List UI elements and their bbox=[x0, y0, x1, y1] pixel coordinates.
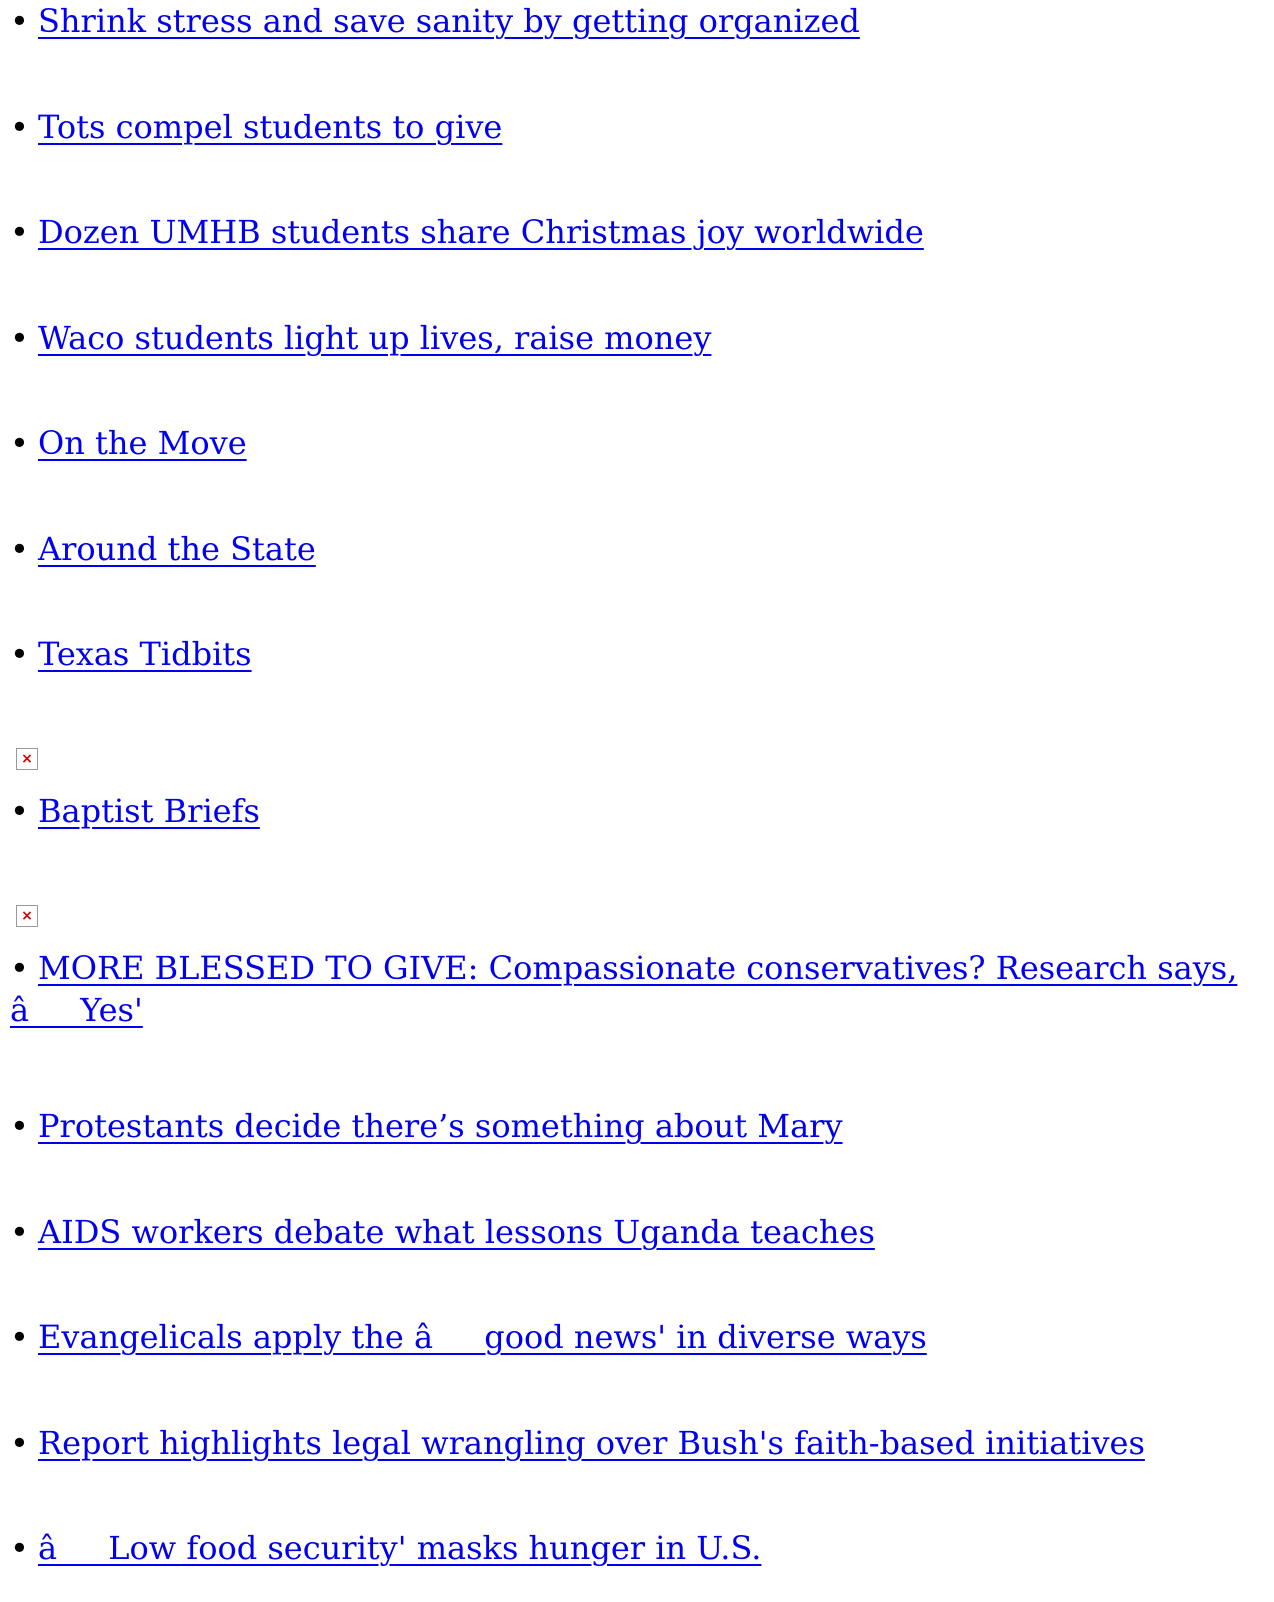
broken-image-glyph: × bbox=[21, 751, 33, 767]
broken-image-icon bbox=[16, 905, 38, 927]
list-item bbox=[10, 0, 1264, 42]
list-item bbox=[10, 106, 1264, 148]
bullet: • bbox=[10, 949, 29, 987]
list-item bbox=[10, 317, 1264, 359]
bullet: • bbox=[10, 635, 29, 673]
bullet: • bbox=[10, 319, 29, 357]
article-link[interactable]: Dozen UMHB students share Christmas joy worldwide bbox=[38, 213, 924, 251]
bullet: • bbox=[10, 213, 29, 251]
list-item bbox=[10, 211, 1264, 253]
bullet: • bbox=[10, 1424, 29, 1462]
article-link[interactable]: Texas Tidbits bbox=[38, 635, 252, 673]
broken-image-icon bbox=[16, 748, 38, 770]
bullet: • bbox=[10, 1213, 29, 1251]
bullet: • bbox=[10, 1107, 29, 1145]
list-item bbox=[10, 1211, 1264, 1253]
list-item bbox=[10, 1105, 1264, 1147]
article-link[interactable]: Evangelicals apply the âgood news' in diverse ways bbox=[38, 1318, 927, 1356]
article-link[interactable]: Baptist Briefs bbox=[38, 792, 260, 830]
bullet: • bbox=[10, 1529, 29, 1567]
list-item bbox=[10, 633, 1264, 675]
article-link[interactable]: AIDS workers debate what lessons Uganda teaches bbox=[38, 1213, 875, 1251]
article-link[interactable]: Waco students light up lives, raise money bbox=[38, 319, 712, 357]
list-item bbox=[10, 1422, 1264, 1464]
list-item bbox=[10, 947, 1264, 1031]
list-item bbox=[10, 1527, 1264, 1569]
article-link[interactable]: Shrink stress and save sanity by getting organized bbox=[38, 2, 860, 40]
article-link[interactable]: On the Move bbox=[38, 424, 247, 462]
list-item bbox=[10, 1316, 1264, 1358]
article-link[interactable]: Tots compel students to give bbox=[38, 108, 503, 146]
bullet: • bbox=[10, 1318, 29, 1356]
list-item bbox=[10, 790, 1264, 832]
article-link[interactable]: Around the State bbox=[38, 530, 316, 568]
article-link[interactable]: âLow food security' masks hunger in U.S. bbox=[38, 1529, 762, 1567]
bullet: • bbox=[10, 792, 29, 830]
article-link[interactable]: Report highlights legal wrangling over Bush's faith-based initiatives bbox=[38, 1424, 1145, 1462]
bullet: • bbox=[10, 530, 29, 568]
article-link[interactable]: Protestants decide there’s something about Mary bbox=[38, 1107, 843, 1145]
bullet: • bbox=[10, 424, 29, 462]
list-item bbox=[10, 528, 1264, 570]
bullet: • bbox=[10, 108, 29, 146]
bullet: • bbox=[10, 2, 29, 40]
list-item bbox=[10, 422, 1264, 464]
broken-image-glyph: × bbox=[21, 908, 33, 924]
article-link[interactable]: MORE BLESSED TO GIVE: Compassionate conservatives? Research says, âYes' bbox=[10, 949, 1238, 1029]
